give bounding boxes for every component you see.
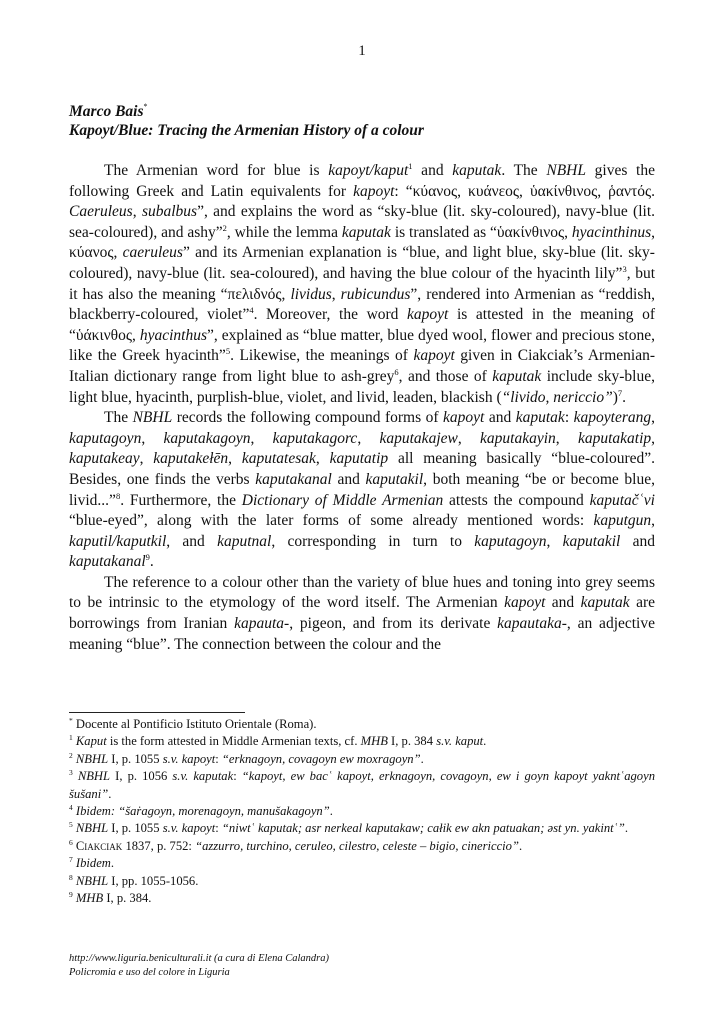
footnote-ref[interactable]: 6 bbox=[394, 366, 399, 377]
footer-url[interactable]: http://www.liguria.beniculturali.it (a cura di Elena Calandra) bbox=[69, 953, 329, 964]
footnote-ref[interactable]: 8 bbox=[115, 490, 121, 501]
footnote-ref[interactable]: 3 bbox=[622, 263, 627, 274]
footnote-3: $^3$ NBHL I, p. 1056 s.v. kaputak: “kapoyt, ew bacʿ kapoyt, erknagoyn, covagoyn, ew i goyn kapoyt yakntʿagoyn šušani”. bbox=[69, 768, 655, 801]
footnote-7: $^7$ Ibidem. bbox=[69, 855, 115, 871]
footnote-author: * Docente al Pontificio Istituto Orientale (Roma). bbox=[69, 716, 317, 731]
footnote-6: $^6$ Ciakciak 1837, p. 752: “azzurro, turchino, ceruleo, cilestro, celeste – bigio, cinericcio”. bbox=[69, 837, 523, 853]
footnote-ref[interactable]: 4 bbox=[249, 305, 254, 316]
paragraph-2: The NBHL records the following compound forms of kapoyt and kaputak: kapoyterang, kaputagoyn, kaputakagoyn, kaputakagorc, kaputakajew, kaputakayin, kaputakatip, kaputakeay, kaputakełēn, kaputatesak, kaputatip all meaning basically “blue-coloured”. Besides, one finds the verbs kaputakanal and kaputakil, both meaning “be or become blue, livid...”$^8$. Furthermore, the Dictionary of Middle Armenian attests the compound kaputačʿvi “blue-eyed”, along with the later forms of some already mentioned words: kaputgun, kaputil/kaputkil, and kaputnal, corresponding in turn to kaputagoyn, kaputakil and kaputakanal$^9$. bbox=[69, 409, 656, 571]
author-name: Marco Bais* bbox=[69, 102, 148, 120]
footnote-8: $^8$ NBHL I, pp. 1055-1056. bbox=[69, 872, 199, 888]
footnote-ref[interactable]: 7 bbox=[617, 387, 623, 398]
author-footnote-mark[interactable]: * bbox=[143, 102, 148, 111]
page-footer bbox=[69, 952, 329, 980]
footnotes bbox=[69, 716, 655, 907]
footnote-ref[interactable]: 9 bbox=[145, 552, 150, 563]
footnote-4: $^4$ Ibidem: “šaṙagoyn, morenagoyn, manušakagoyn”. bbox=[69, 803, 333, 819]
footnote-ref[interactable]: 2 bbox=[222, 222, 227, 233]
footer-publication: Policromia e uso del colore in Liguria bbox=[69, 967, 230, 978]
footnote-9: $^9$ MHB I, p. 384. bbox=[69, 890, 152, 906]
footnote-1: $^1$ Kaput is the form attested in Middle Armenian texts, cf. MHB I, p. 384 s.v. kaput. bbox=[69, 733, 487, 749]
footnote-ref[interactable]: 1 bbox=[408, 161, 413, 171]
page-number: 1 bbox=[358, 43, 366, 59]
footnote-5: $^5$ NBHL I, p. 1055 s.v. kapoyt: “niwtʿ kaputak; asr nerkeal kaputakaw; całik ew akn patuakan; əst yn. yakintʿ”. bbox=[69, 820, 628, 836]
footnote-ref[interactable]: 5 bbox=[225, 346, 231, 357]
paragraph-3: The reference to a colour other than the variety of blue hues and toning into grey seems to be intrinsic to the etymology of the word itself. The Armenian kapoyt and kaputak are borrowings from Iranian kapauta-, pigeon, and from its derivate kapautaka-, an adjective meaning “blue”. The connection between the colour and the bbox=[69, 573, 655, 653]
footnote-2: $^2$ NBHL I, p. 1055 s.v. kapoyt: “erknagoyn, covagoyn ew moxragoyn”. bbox=[69, 750, 424, 766]
footnote-divider bbox=[69, 712, 245, 713]
paragraph-1: The Armenian word for blue is kapoyt/kaput$^1$ and kaputak. The NBHL gives the following Greek and Latin equivalents for kapoyt: “κύανος, κυάνεος, ὑακίνθινος, ῥαντός. Caeruleus, subalbus”, and explains the word as “sky-blue (lit. sky-coloured), navy-blue (lit. sea-coloured), and ashy”$^2$, while the lemma kaputak is translated as “ὑακίνθινος, hyacinthinus, κύανος, caeruleus” and its Armenian explanation is “blue, and light blue, sky-blue (lit. sky-coloured), navy-blue (lit. sea-coloured), and having the blue colour of the hyacinth lily”$^3$, but it has also the meaning “πελιδνός, lividus, rubicundus”, rendered into Armenian as “reddish, blackberry-coloured, violet”$^4$. Moreover, the word kapoyt is attested in the meaning of “ὑάκινθος, hyacinthus”, explained as “blue matter, blue dyed wool, flower and precious stone, like the Greek hyacinth”$^5$. Likewise, the meanings of kapoyt given in Ciakciak’s Armenian-Italian dictionary range from light blue to ash-grey$^6$, and those of kaputak include sky-blue, light blue, hyacinth, purplish-blue, violet, and livid, leaden, blackish (“livido, nericcio”)$^7$. bbox=[69, 161, 656, 406]
body-text bbox=[69, 161, 655, 655]
article-title: Kapoyt/Blue: Tracing the Armenian History of a colour bbox=[69, 122, 424, 139]
